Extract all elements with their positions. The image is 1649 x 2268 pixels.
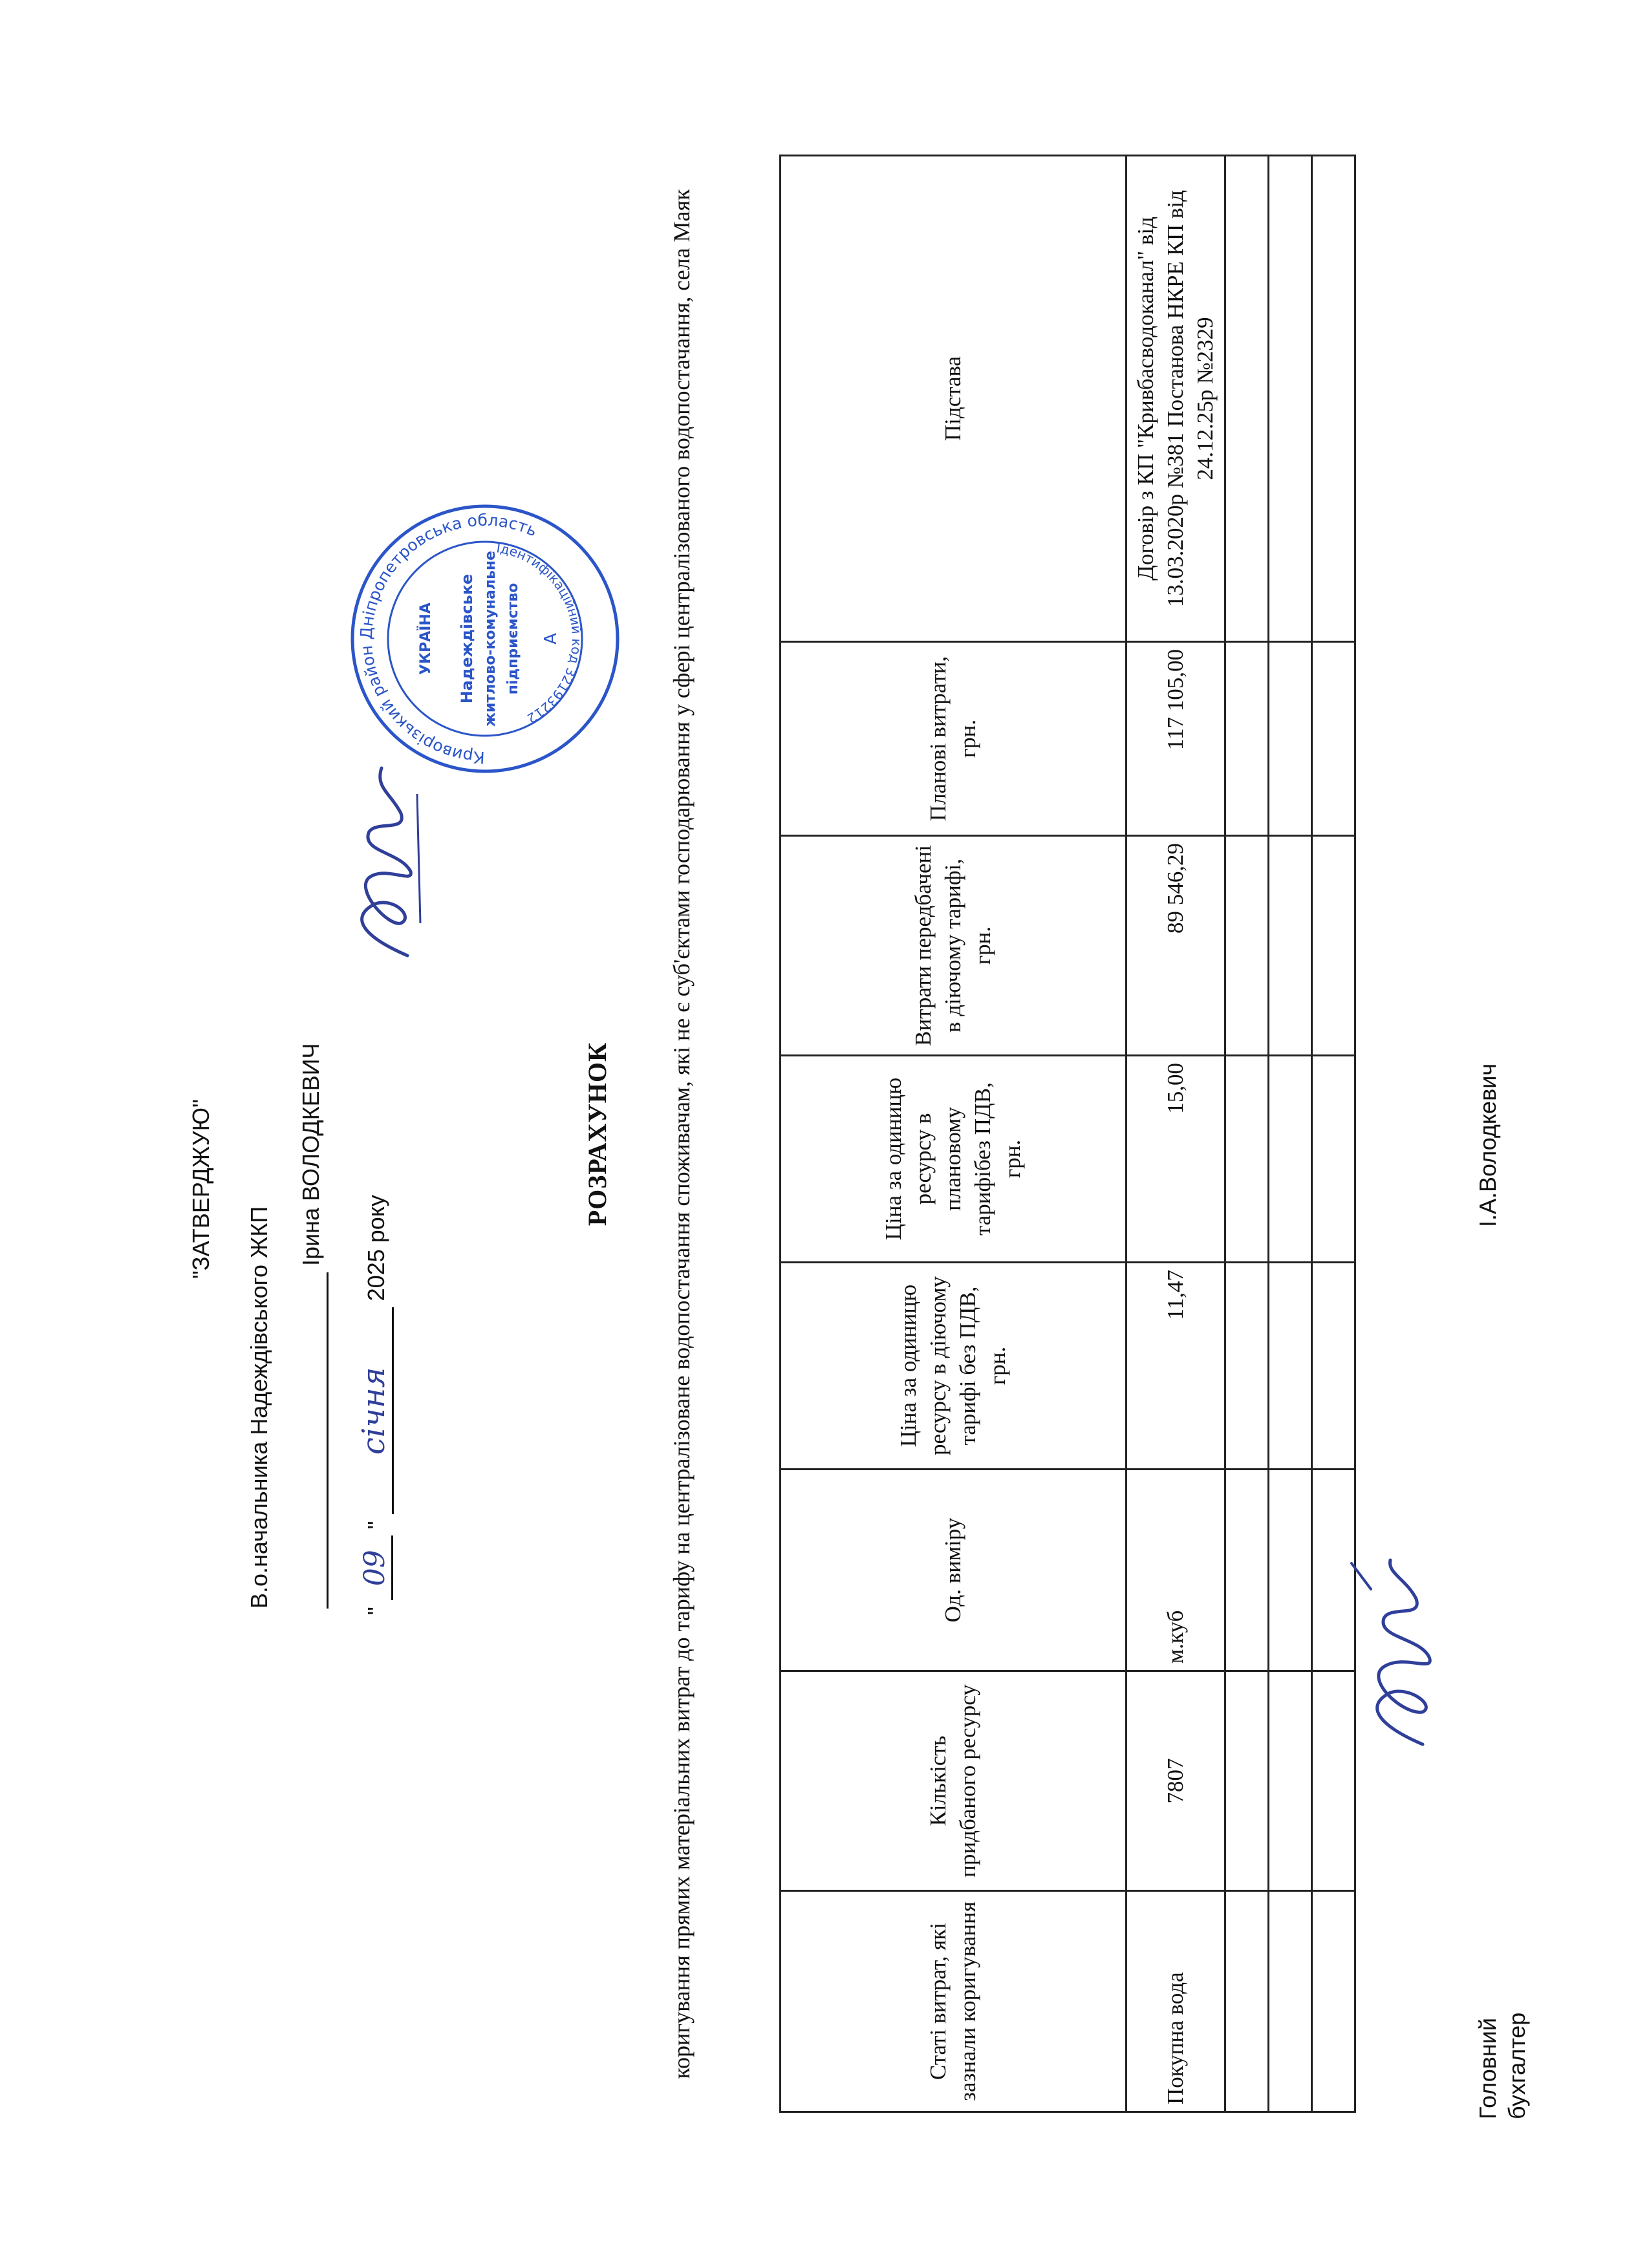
cell-price-current: 11,47 [1126, 1263, 1225, 1470]
cell-cost-planned: 117 105,00 [1126, 642, 1225, 836]
column-header: Ціна за одиницю ресурсу в плановому тарифібез ПДВ, грн. [781, 1056, 1126, 1263]
stamp-org-line3: підприємство [505, 583, 521, 695]
cell-quantity: 7807 [1126, 1671, 1225, 1891]
table-row-empty [1269, 156, 1312, 2112]
column-header: Планові витрати, грн. [781, 642, 1126, 836]
column-header: Підстава [781, 156, 1126, 642]
footer-signer-name: І.А.Володкевич [1474, 1063, 1501, 1227]
stamp-org-line2: житлово-комунальне [482, 550, 499, 727]
document-subtitle: коригування прямих матеріальних витрат до тарифу на централізоване водопостачання споживачам, які не є суб'єктами господарювання у сфері централізованого водопостачання, села Маяк [669, 189, 695, 2079]
organization-stamp [349, 503, 621, 775]
column-header: Статі витрат, які зазнали коригування [781, 1891, 1126, 2112]
footer-role-line2: бухгалтер [1503, 2012, 1530, 2119]
approval-date [356, 1195, 394, 1615]
column-header: Ціна за одиницю ресурсу в діючому тарифі без ПДВ, грн. [781, 1263, 1126, 1470]
approval-heading: "ЗАТВЕРДЖУЮ" [188, 1099, 214, 1279]
footer-signature-block [1449, 438, 1591, 2119]
column-header: Од. виміру [781, 1470, 1126, 1671]
table-row [1126, 156, 1225, 2112]
date-year: 2025 року [363, 1195, 389, 1301]
footer-role-line1: Головний [1474, 2018, 1501, 2119]
stamp-org-line1: Надеждівське [458, 573, 476, 704]
cell-unit: м.куб [1126, 1470, 1225, 1671]
document-title: РОЗРАХУНОК [583, 1042, 612, 1226]
approval-position: В.о.начальника Надеждівського ЖКП [246, 1206, 272, 1609]
accountant-signature [1326, 1550, 1455, 1757]
date-month: січня [356, 1307, 394, 1514]
column-header: Кількість придбаного ресурсу [781, 1671, 1126, 1891]
stamp-code-textpath: Ідентифікаційний код 32193212 [495, 540, 585, 727]
cell-price-planned: 15,00 [1126, 1056, 1225, 1263]
cell-cost-current: 89 546,29 [1126, 836, 1225, 1056]
stamp-outer-textpath: Криворізький район Дніпропетровська область [356, 510, 540, 767]
signature-line [301, 1272, 329, 1609]
column-header: Витрати передбачені в діючому тарифі, грн. [781, 836, 1126, 1056]
table-row-empty [1312, 156, 1355, 2112]
cell-basis: Договір з КП "Кривбасводоканал" від 13.03.2020р №381 Постанова НКРЕ КП від 24.12.25р №2329 [1126, 156, 1225, 642]
date-quote-open: " [363, 1607, 389, 1615]
stamp-country: УКРАЇНА [418, 603, 434, 675]
cell-item: Покупна вода [1126, 1891, 1225, 2112]
date-quote-close: " [363, 1521, 389, 1530]
date-day: 09 [358, 1535, 393, 1600]
stamp-center-letter: А [541, 633, 561, 645]
cost-table [779, 155, 1356, 2113]
approver-signature [336, 742, 433, 962]
approver-name: Ірина ВОЛОДКЕВИЧ [297, 1043, 324, 1266]
table-row-empty [1225, 156, 1269, 2112]
table-header-row [781, 156, 1126, 2112]
